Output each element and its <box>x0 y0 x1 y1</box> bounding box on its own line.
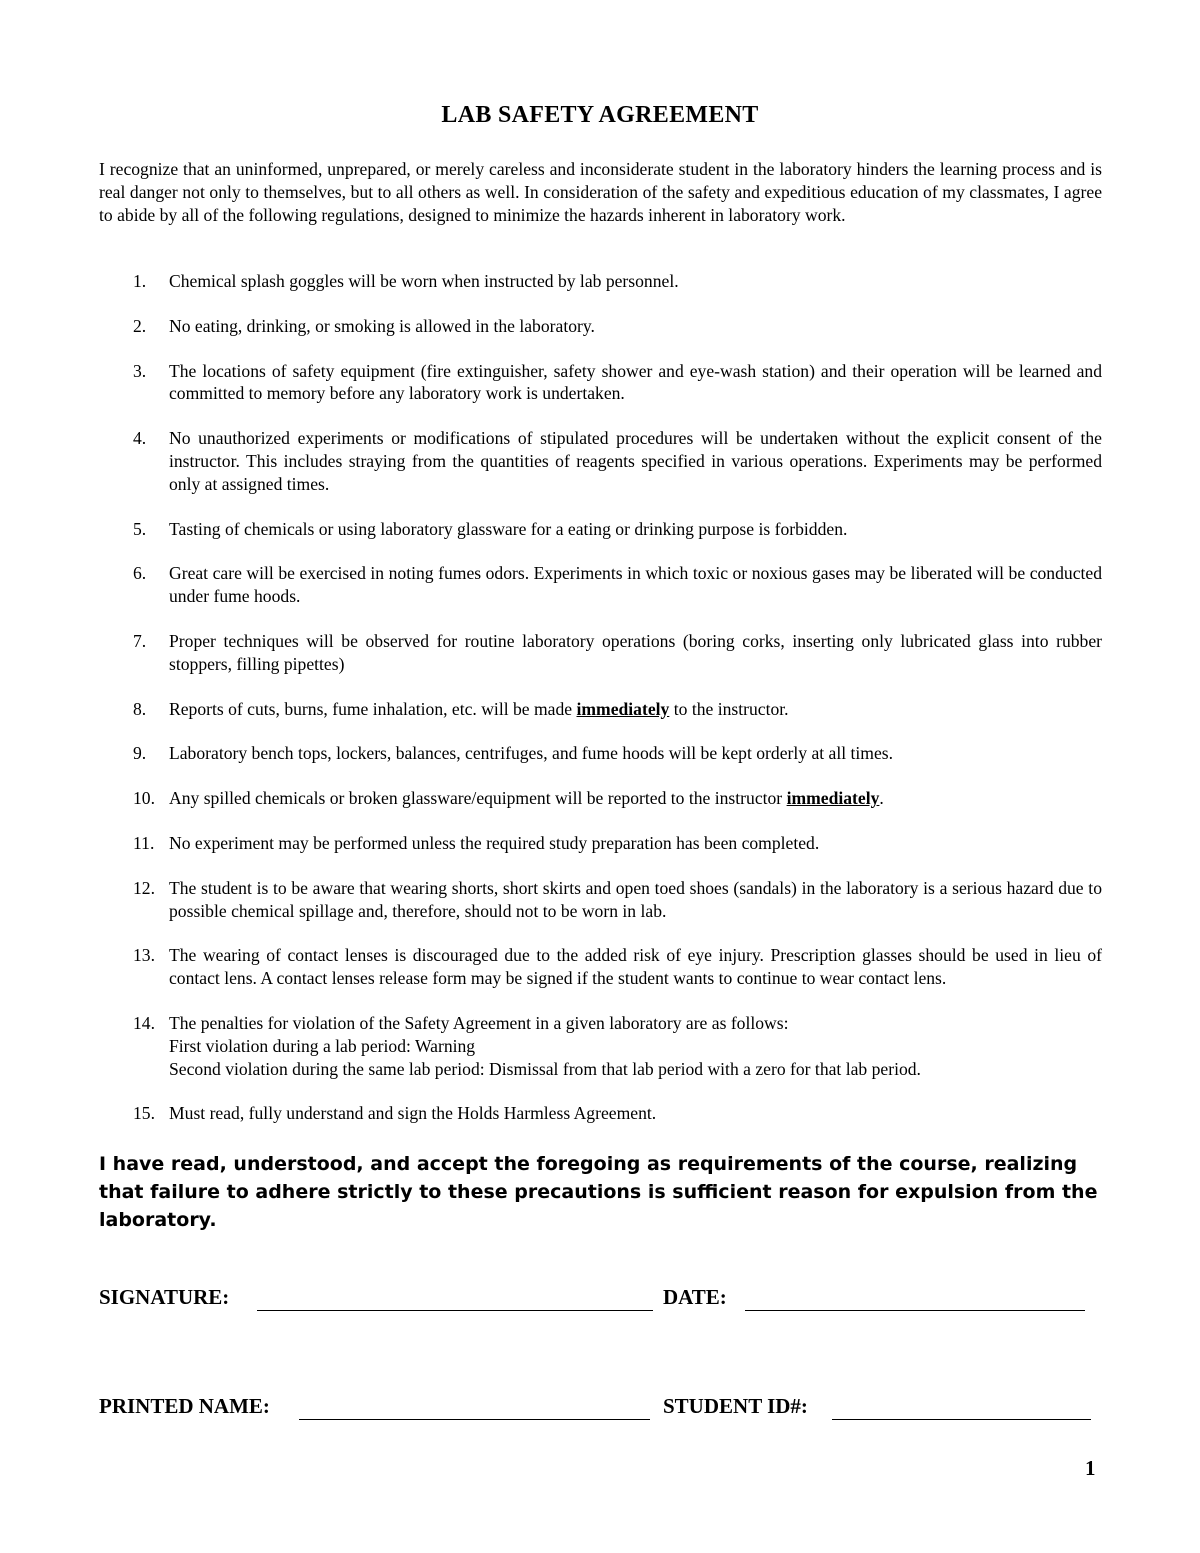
rule-item <box>99 1102 1102 1125</box>
rule-item <box>99 562 1102 608</box>
rule-text-before: Any spilled chemicals or broken glassware/equipment will be reported to the instructor <box>169 788 787 809</box>
rule-text: Proper techniques will be observed for routine laboratory operations (boring corks, inserting only lubricated glass into rubber stoppers, filling pipettes) <box>169 630 1102 674</box>
rule-item <box>99 518 1102 541</box>
printed-name-label: PRINTED NAME: <box>99 1394 270 1418</box>
rule-item <box>99 360 1102 406</box>
rule-number: 5. <box>133 518 147 539</box>
student-id-field <box>663 1394 808 1419</box>
rule-text: Laboratory bench tops, lockers, balances, centrifuges, and fume hoods will be kept orderly at all times. <box>169 743 894 764</box>
rule-item <box>99 877 1102 923</box>
rule-text-before: Reports of cuts, burns, fume inhalation, etc. will be made <box>169 698 577 719</box>
rule-number: 15. <box>133 1103 155 1124</box>
rule-number: 11. <box>133 832 155 853</box>
rule-text: Must read, fully understand and sign the Holds Harmless Agreement. <box>169 1103 657 1124</box>
signature-field <box>99 1285 229 1310</box>
rule-text: The locations of safety equipment (fire extinguisher, safety shower and eye-wash station) and their operation will be learned and committed to memory before any laboratory work is undertaken. <box>169 360 1102 404</box>
rule-number: 12. <box>133 877 155 898</box>
rule-number: 8. <box>133 698 147 719</box>
rule-text: The student is to be aware that wearing shorts, short skirts and open toed shoes (sandals) in the laboratory is a serious hazard due to possible chemical spillage and, therefore, should not to be worn in lab. <box>169 877 1102 921</box>
rule-text: The penalties for violation of the Safety Agreement in a given laboratory are as follows: <box>169 1012 789 1033</box>
rule-number: 10. <box>133 788 155 809</box>
rule-item <box>99 427 1102 495</box>
rule-number: 7. <box>133 630 147 651</box>
date-field <box>663 1285 727 1310</box>
date-label: DATE: <box>663 1285 727 1309</box>
emphasis-immediately: immediately <box>576 698 670 719</box>
rule-text: Chemical splash goggles will be worn when instructed by lab personnel. <box>169 271 679 291</box>
rule-number: 13. <box>133 945 155 966</box>
rule-text-after: . <box>879 788 884 809</box>
rule-item <box>99 630 1102 676</box>
rule-text <box>169 787 1102 810</box>
rule-number: 1. <box>133 271 147 291</box>
rule-text: Tasting of chemicals or using laboratory glassware for a eating or drinking purpose is forbidden. <box>169 518 848 539</box>
rule-item <box>99 698 1102 721</box>
rule-item <box>99 1012 1102 1080</box>
rule-text <box>169 698 1102 721</box>
rule-item <box>99 787 1102 810</box>
rule-text-after: to the instructor. <box>669 698 789 719</box>
rule-number: 4. <box>133 428 147 449</box>
rule-number: 6. <box>133 563 147 584</box>
intro-paragraph: I recognize that an uninformed, unprepared, or merely careless and inconsiderate student in the laboratory hinders the learning process and is real danger not only to themselves, but to all others as well. In consideration of the safety and expeditious education of my classmates, I agree to abide by all of the following regulations, designed to minimize the hazards inherent in laboratory work. <box>99 159 1102 225</box>
emphasis-immediately: immediately <box>786 788 880 809</box>
printed-name-field <box>99 1394 270 1419</box>
rule-text: The wearing of contact lenses is discouraged due to the added risk of eye injury. Prescription glasses should be used in lieu of contact lens. A contact lenses release form may be signed if the student wants to continue to wear contact lens. <box>169 945 1102 989</box>
rules-list <box>99 270 1102 1147</box>
rule-item <box>99 832 1102 855</box>
rule-text: No eating, drinking, or smoking is allowed in the laboratory. <box>169 315 595 336</box>
rule-text: No unauthorized experiments or modifications of stipulated procedures will be undertaken without the explicit consent of the instructor. This includes straying from the quantities of reagents specified in various operations. Experiments may be performed only at assigned times. <box>169 428 1102 494</box>
rule-text: Great care will be exercised in noting fumes odors. Experiments in which toxic or noxious gases may be liberated will be conducted under fume hoods. <box>169 563 1102 607</box>
document-title: LAB SAFETY AGREEMENT <box>441 102 759 128</box>
penalty-second-violation: Second violation during the same lab period: Dismissal from that lab period with a zero for that lab period. <box>169 1058 921 1079</box>
rule-number: 14. <box>133 1012 155 1033</box>
rule-item <box>99 944 1102 990</box>
rule-item <box>99 742 1102 765</box>
signature-label: SIGNATURE: <box>99 1285 230 1309</box>
rule-number: 3. <box>133 360 147 381</box>
rule-item <box>99 315 1102 338</box>
rule-number: 2. <box>133 315 147 336</box>
acknowledgement-statement: I have read, understood, and accept the foregoing as requirements of the course, realizing that failure to adhere strictly to these precautions is sufficient reason for expulsion from the laboratory. <box>99 1153 1098 1231</box>
page-number: 1 <box>1085 1456 1096 1480</box>
rule-item <box>99 270 1102 293</box>
penalty-first-violation: First violation during a lab period: Warning <box>169 1035 476 1056</box>
rule-number: 9. <box>133 743 147 764</box>
student-id-label: STUDENT ID#: <box>663 1394 808 1418</box>
rule-text: No experiment may be performed unless the required study preparation has been completed. <box>169 832 820 853</box>
